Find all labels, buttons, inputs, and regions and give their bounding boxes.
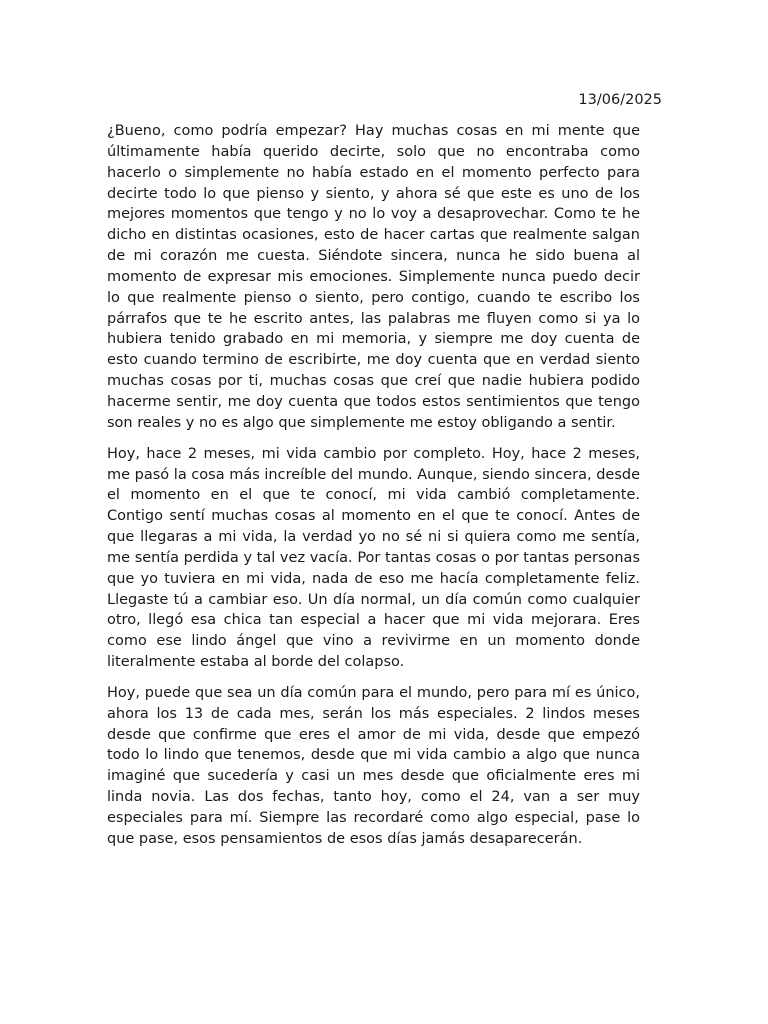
document-date: 13/06/2025 <box>578 92 662 108</box>
paragraph-3: Hoy, puede que sea un día común para el mundo, pero para mí es único, ahora los 13 de cada mes, serán los más especiales. 2 lindos meses desde que confirme que eres el amor de mi vida, desde que empezó todo lo lindo que tenemos, desde que mi vida cambio a algo que nunca imaginé que sucedería y casi un mes desde que oficialmente eres mi linda novia. Las dos fechas, tanto hoy, como el 24, van a ser muy especiales para mí. Siempre las recordaré como algo especial, pase lo que pase, esos pensamientos de esos días jamás desaparecerán. <box>107 684 640 847</box>
paragraph-2: Hoy, hace 2 meses, mi vida cambio por completo. Hoy, hace 2 meses, me pasó la cosa más increíble del mundo. Aunque, siendo sincera, desde el momento en el que te conocí, mi vida cambió completamente. Contigo sentí muchas cosas al momento en el que te conocí. Antes de que llegaras a mi vida, la verdad yo no sé ni si quiera como me sentía, me sentía perdida y tal vez vacía. Por tantas cosas o por tantas personas que yo tuviera en mi vida, nada de eso me hacía completamente feliz. Llegaste tú a cambiar eso. Un día normal, un día común como cualquier otro, llegó esa chica tan especial a hacer que mi vida mejorara. Eres como ese lindo ángel que vino a revivirme en un momento donde literalmente estaba al borde del colapso. <box>107 445 640 671</box>
letter-body <box>107 121 640 860</box>
paragraph-1: ¿Bueno, como podría empezar? Hay muchas cosas en mi mente que últimamente había querido decirte, solo que no encontraba como hacerlo o simplemente no había estado en el momento perfecto para decirte todo lo que pienso y siento, y ahora sé que este es uno de los mejores momentos que tengo y no lo voy a desaprovechar. Como te he dicho en distintas ocasiones, esto de hacer cartas que realmente salgan de mi corazón me cuesta. Siéndote sincera, nunca he sido buena al momento de expresar mis emociones. Simplemente nunca puedo decir lo que realmente pienso o siento, pero contigo, cuando te escribo los párrafos que te he escrito antes, las palabras me fluyen como si ya lo hubiera tenido grabado en mi memoria, y siempre me doy cuenta de esto cuando termino de escribirte, me doy cuenta que en verdad siento muchas cosas por ti, muchas cosas que creí que nadie hubiera podido hacerme sentir, me doy cuenta que todos estos sentimientos que tengo son reales y no es algo que simplemente me estoy obligando a sentir. <box>107 123 640 431</box>
